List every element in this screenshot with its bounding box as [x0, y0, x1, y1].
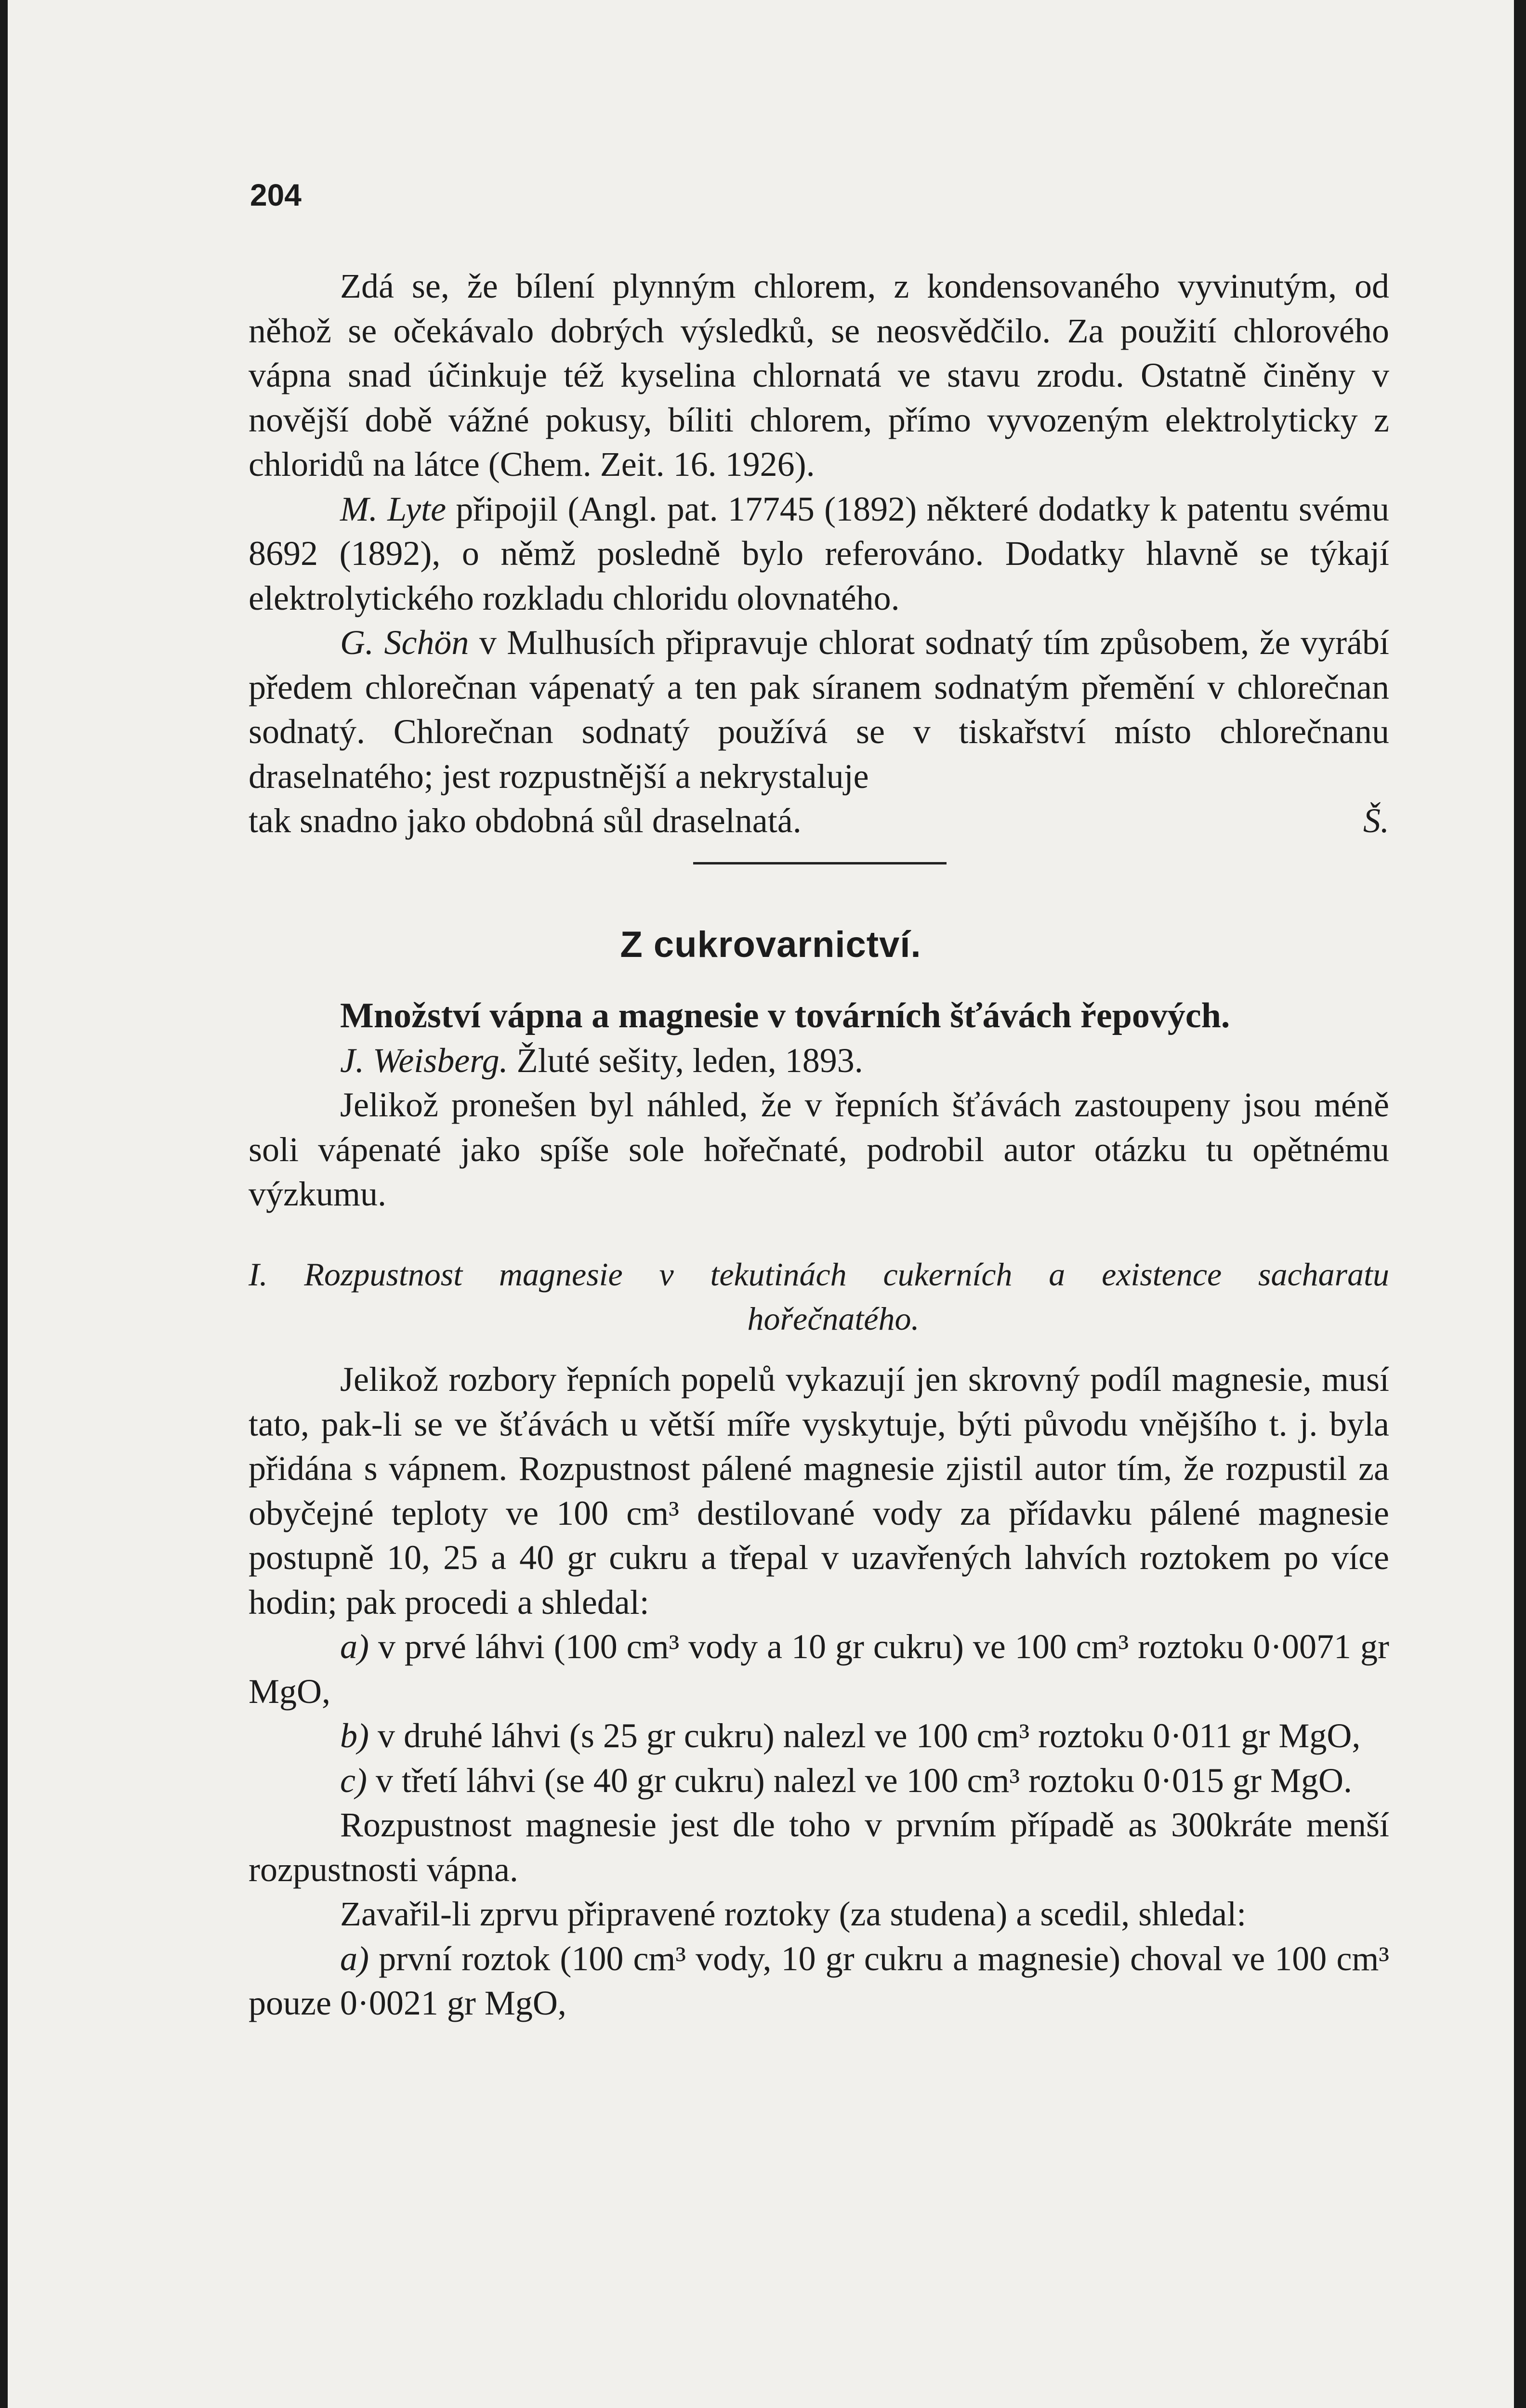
paragraph-last-line	[249, 798, 1389, 843]
section-heading: Z cukrovarnictví.	[620, 924, 921, 965]
source: Žluté sešity, leden, 1893.	[508, 1041, 863, 1080]
paragraph-text: v Mulhusích připravuje chlorat sodnatý tím způsobem, že vyrábí předem chlorečnan vápenatý a ten pak síranem sodnatým přemění v chlorečnan sodnatý. Chlorečnan sodnatý používá se v tiskařství místo chlorečnanu draselnatého; jest rozpustnější a nekrystaluje	[249, 623, 1390, 796]
article-body	[249, 1357, 1389, 2026]
list-text: v prvé láhvi (100 cm³ vody a 10 gr cukru) ve 100 cm³ roztoku 0·0071 gr MgO,	[249, 1627, 1389, 1711]
paragraph	[249, 487, 1389, 621]
list-text: v třetí láhvi (se 40 gr cukru) nalezl ve 100 cm³ roztoku 0·015 gr MgO.	[367, 1761, 1352, 1800]
paragraph-text: připojil (Angl. pat. 17745 (1892) některé dodatky k patentu svému 8692 (1892), o němž posledně bylo referováno. Dodatky hlavně se týkají elektrolytického rozkladu chloridu olovnatého.	[249, 489, 1389, 617]
paragraph: Zdá se, že bílení plynným chlorem, z kondensovaného vyvinutým, od něhož se očekávalo dobrých výsledků, se neosvědčilo. Za použití chlorového vápna snad účinkuje též kyselina chlornatá ve stavu zrodu. Ostatně činěny v novější době vážné pokusy, bíliti chlorem, přímo vyvozeným elektrolyticky z chloridů na látce (Chem. Zeit. 16. 1926).	[249, 267, 1389, 484]
author-name: M. Lyte	[340, 489, 447, 528]
article-header	[249, 994, 1389, 1217]
list-item	[249, 1937, 1389, 2026]
list-text: první roztok (100 cm³ vody, 10 gr cukru a magnesie) choval ve 100 cm³ pouze 0·0021 gr MgO,	[249, 1939, 1389, 2022]
list-item	[249, 1714, 1389, 1758]
list-label: a)	[340, 1939, 369, 1978]
document-page	[8, 0, 1514, 2408]
list-item	[249, 1624, 1389, 1714]
author-name: G. Schön	[340, 623, 469, 662]
list-item	[249, 1758, 1389, 1803]
byline	[249, 1038, 1389, 1083]
paragraph: Jelikož pronešen byl náhled, že v řepních šťávách zastoupeny jsou méně soli vápenaté jako spíše sole hořečnaté, podrobil autor otázku tu opětnému výzkumu.	[249, 1086, 1389, 1213]
paragraph: Zavařil-li zprvu připravené roztoky (za studena) a scedil, shledal:	[340, 1895, 1247, 1933]
list-text: v druhé láhvi (s 25 gr cukru) nalezl ve 100 cm³ roztoku 0·011 gr MgO,	[368, 1716, 1361, 1755]
paragraph-text: tak snadno jako obdobná sůl draselnatá.	[249, 801, 802, 840]
paragraph	[249, 620, 1389, 798]
list-label: a)	[340, 1627, 369, 1666]
article-title: Množství vápna a magnesie v továrních šťávách řepových.	[340, 996, 1230, 1035]
page-number: 204	[250, 178, 302, 212]
paragraph: Jelikož rozbory řepních popelů vykazují jen skrovný podíl magnesie, musí tato, pak-li se ve šťávách u větší míře vyskytuje, býti původu vnějšího t. j. byla přidána s vápnem. Rozpustnost pálené magnesie zjistil autor tím, že rozpustil za obyčejné teploty ve 100 cm³ destilované vody za přídavku pálené magnesie postupně 10, 25 a 40 gr cukru a třepal v uzavřených lahvích roztokem po více hodin; pak procedi a shledal:	[249, 1360, 1389, 1622]
section-divider	[693, 862, 947, 864]
signature: Š.	[1363, 801, 1389, 840]
subsection-title	[249, 1252, 1389, 1341]
previous-article	[249, 264, 1389, 843]
list-label: c)	[340, 1761, 367, 1800]
list-label: b)	[340, 1716, 369, 1755]
subsection-title-line: hořečnatého.	[747, 1300, 920, 1337]
author-name: J. Weisberg.	[340, 1041, 508, 1080]
paragraph: Rozpustnost magnesie jest dle toho v prvním případě as 300kráte menší rozpustnosti vápna.	[249, 1806, 1389, 1889]
subsection-title-line: I. Rozpustnost magnesie v tekutinách cukerních a existence sacharatu	[249, 1256, 1389, 1293]
